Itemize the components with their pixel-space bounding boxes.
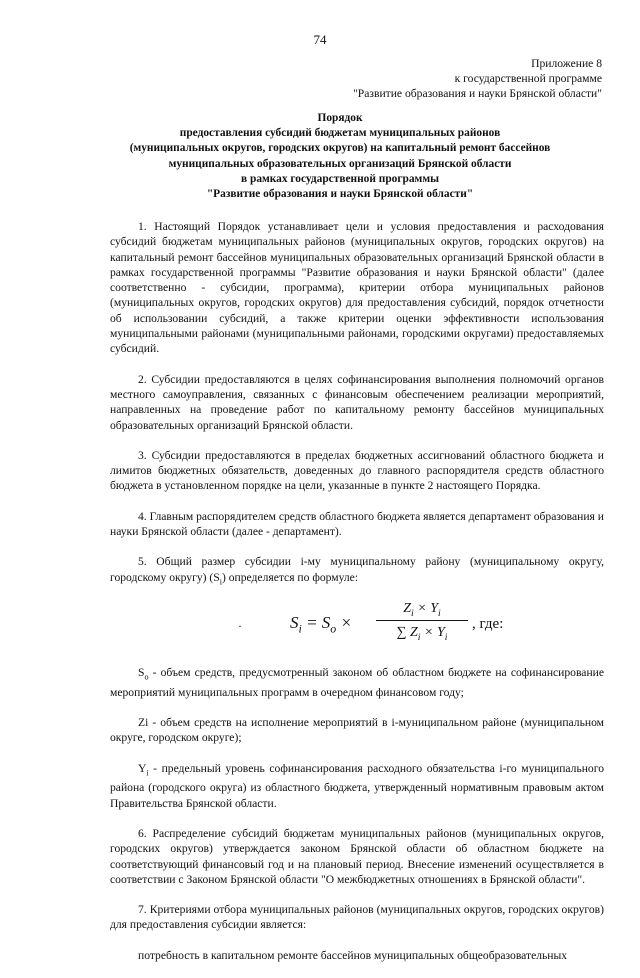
paragraph-5-text: 5. Общий размер субсидии i-му муниципальному району (муниципальному округу, городскому округу) (S <box>110 555 604 584</box>
subscript: o <box>144 672 149 682</box>
page-number: 74 <box>313 32 327 47</box>
formula-symbol: × Y <box>420 625 445 641</box>
subscript: i <box>298 621 302 636</box>
appendix-line: "Развитие образования и науки Брянской области" <box>353 87 602 100</box>
paragraph-6: 6. Распределение субсидий бюджетам муниципальных районов (муниципальных округов, городских округов) утверждается законом Брянской области об областном бюджете на соответствующий финансовый год и на плановый период. Внесение изменений осуществляется в соответствии с Законом Брянской области "О межбюджетных отношениях в Брянской области". <box>110 826 604 886</box>
paragraph-so <box>110 665 604 700</box>
paragraph-2: 2. Субсидии предоставляются в целях софинансирования выполнения полномочий органов местного самоуправления, связанных с финансовым обеспечением реализации мероприятий, направленных на проведение работ по капитальному ремонту бассейнов муниципальных образовательных организаций Брянской области. <box>110 372 604 432</box>
paragraph-zi: Zi - объем средств на исполнение мероприятий в i-муниципальном районе (муниципальном округе, городском округе); <box>110 716 604 745</box>
formula-symbol: ∑ Z <box>396 625 418 641</box>
title-line: муниципальных образовательных организаций Брянской области <box>168 157 512 170</box>
symbol: S <box>138 666 145 680</box>
title-line: "Развитие образования и науки Брянской области" <box>206 188 474 201</box>
paragraph-3: 3. Субсидии предоставляются в пределах бюджетных ассигнований областного бюджета и лимитов бюджетных обязательств, доведенных до главного распорядителя средств областного бюджета в установленном порядке на цели, указанные в пункте 2 настоящего Порядка. <box>110 448 604 493</box>
paragraph-yi-text: - предельный уровень софинансирования расходного обязательства i-го муниципального района (городского округа) из областного бюджета, утвержденный нормативным правовым актом Правительства Брянской области. <box>110 761 604 810</box>
subscript: i <box>444 632 448 644</box>
appendix-line: Приложение 8 <box>531 57 602 70</box>
title-line: в рамках государственной программы <box>241 172 439 185</box>
document-title <box>60 111 620 202</box>
subscript: i <box>438 608 441 620</box>
document-body <box>110 219 604 978</box>
formula-tail: , где: <box>472 616 504 633</box>
formula-fraction <box>376 599 468 644</box>
subscript: i <box>417 632 421 644</box>
formula-symbol: = S <box>301 613 331 633</box>
symbol: Y <box>138 761 147 775</box>
subsidy-formula <box>110 597 604 653</box>
fraction-bar <box>376 620 468 621</box>
formula-symbol: Z <box>403 601 412 617</box>
appendix-header <box>262 56 602 101</box>
paragraph-4: 4. Главным распорядителем средств областного бюджета является департамент образования и науки Брянской области (далее - департамент). <box>110 509 604 539</box>
title-line: предоставления субсидий бюджетам муниципальных районов <box>179 127 501 140</box>
subscript: i <box>146 768 149 778</box>
paragraph-5 <box>110 554 604 589</box>
paragraph-yi <box>110 761 604 811</box>
paragraph-5-end: ) определяется по формуле: <box>221 570 359 584</box>
appendix-line: к государственной программе <box>454 72 602 85</box>
formula-lhs <box>290 615 352 637</box>
subscript: o <box>330 621 337 636</box>
paragraph-7: 7. Критериями отбора муниципальных районов (муниципальных округов, городских округов) для предоставления субсидии является: <box>110 903 604 932</box>
formula-dot: · <box>238 619 242 634</box>
formula-symbol: × <box>336 613 352 633</box>
formula-symbol: S <box>290 613 299 633</box>
title-line: (муниципальных округов, городских округов) на капитальный ремонт бассейнов <box>129 142 551 155</box>
formula-symbol: × Y <box>413 601 439 617</box>
paragraph-8: потребность в капитальном ремонте бассейнов муниципальных общеобразовательных <box>138 948 568 962</box>
title-line: Порядок <box>317 112 363 124</box>
paragraph-so-text: - объем средств, предусмотренный законом об областном бюджете на софинансирование мероприятий муниципальных программ в очередном финансовом году; <box>110 666 604 699</box>
subscript: i <box>219 576 222 586</box>
formula-denominator <box>376 622 468 644</box>
paragraph-1: 1. Настоящий Порядок устанавливает цели и условия предоставления и расходования субсидий бюджетам муниципальных районов (муниципальных округов, городских округов) на капитальный ремонт бассейнов муниципальных образовательных организаций Брянской области в рамках государственной программы "Развитие образования и науки Брянской области" (далее соответственно - субсидии, программа), критерии отбора муниципальных районов (муниципальных округов, городских округов) для предоставления субсидий, порядок отчетности об использовании субсидий, а также критерии оценки эффективности использования муниципальными районами (муниципальными районами, городскими округами) предоставляемых субсидий. <box>110 220 604 356</box>
subscript: i <box>411 608 414 620</box>
formula-numerator <box>376 599 468 619</box>
